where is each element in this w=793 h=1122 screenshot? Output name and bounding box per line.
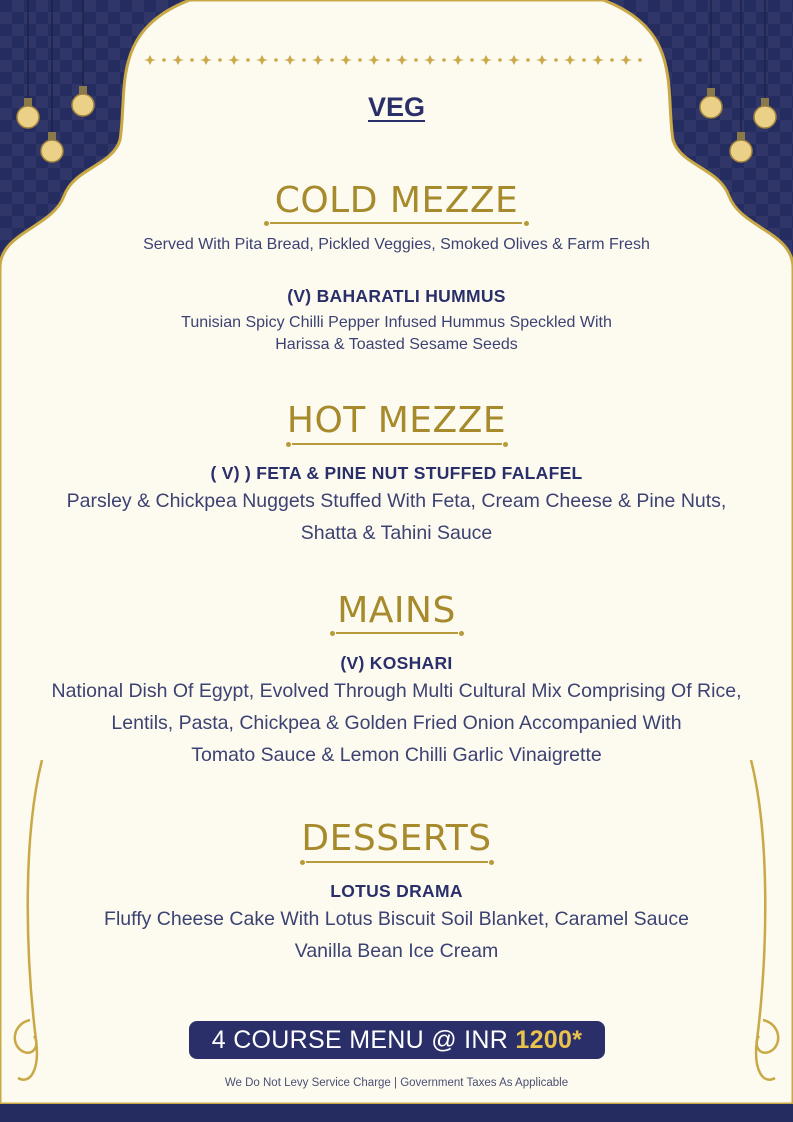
dish-description-line: Parsley & Chickpea Nuggets Stuffed With Feta, Cream Cheese & Pine Nuts, [66, 490, 727, 512]
dish-description-line: Vanilla Bean Ice Cream [294, 940, 499, 962]
section-divider [292, 443, 502, 445]
section-title-hot-mezze: HOT MEZZE [286, 400, 507, 441]
section-title-mains: MAINS [337, 590, 456, 631]
footer-note: We Do Not Levy Service Charge | Government Taxes As Applicable [224, 1077, 569, 1089]
dish-name: (V) KOSHARI [340, 653, 453, 673]
section-divider [336, 632, 458, 634]
section-divider [270, 222, 522, 224]
divider-dot [524, 221, 529, 226]
section-title-desserts: DESSERTS [301, 818, 492, 859]
divider-dot [264, 221, 269, 226]
dish-description-line: Harissa & Toasted Sesame Seeds [275, 336, 518, 353]
dish-description-line: Lentils, Pasta, Chickpea & Golden Fried Onion Accompanied With [111, 712, 682, 734]
dish-name: ( V) ) FETA & PINE NUT STUFFED FALAFEL [210, 463, 583, 483]
divider-dot [459, 631, 464, 636]
divider-dot [300, 860, 305, 865]
menu-category-title: VEG [367, 92, 426, 122]
divider-dot [489, 860, 494, 865]
dish-name: (V) BAHARATLI HUMMUS [287, 286, 506, 306]
divider-dot [330, 631, 335, 636]
dish-description-line: Tunisian Spicy Chilli Pepper Infused Hummus Speckled With [181, 314, 612, 331]
dish-description-line: National Dish Of Egypt, Evolved Through Multi Cultural Mix Comprising Of Rice, [51, 680, 742, 702]
section-subtitle: Served With Pita Bread, Pickled Veggies, Smoked Olives & Farm Fresh [143, 236, 650, 253]
dish-description-line: Shatta & Tahini Sauce [300, 522, 493, 544]
divider-dot [503, 442, 508, 447]
section-title-cold-mezze: COLD MEZZE [274, 180, 519, 221]
dish-name: LOTUS DRAMA [330, 881, 463, 901]
price-banner [189, 1021, 605, 1059]
dish-description-line: Tomato Sauce & Lemon Chilli Garlic Vinaigrette [191, 744, 602, 766]
section-divider [306, 861, 488, 863]
price-label: 4 COURSE MENU @ INR [211, 1026, 509, 1054]
divider-dot [286, 442, 291, 447]
dish-description-line: Fluffy Cheese Cake With Lotus Biscuit Soil Blanket, Caramel Sauce [104, 908, 689, 930]
price-amount: 1200* [515, 1026, 583, 1054]
